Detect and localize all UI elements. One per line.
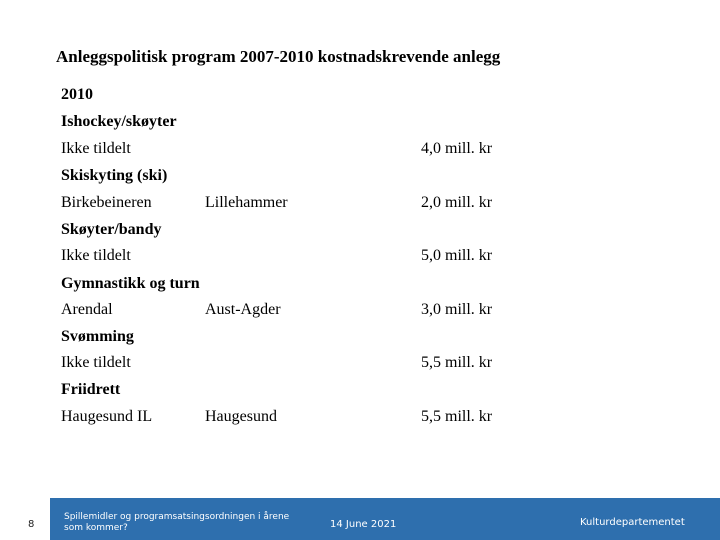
amount: 3,0 mill. kr [421, 301, 493, 318]
sport-heading: Skøyter/bandy [61, 221, 162, 238]
amount: 5,5 mill. kr [421, 354, 493, 371]
footer-caption: Spillemidler og programsatsingsordningen i årene som kommer? [64, 512, 290, 533]
footer-department: Kulturdepartementet [580, 517, 685, 528]
recipient: Arendal [61, 301, 113, 318]
footer-bar [0, 498, 720, 540]
sport-heading: Ishockey/skøyter [61, 113, 177, 130]
sport-heading: Friidrett [61, 381, 121, 398]
page-number: 8 [28, 519, 35, 530]
allocation-row [61, 247, 521, 267]
recipient: Birkebeineren [61, 194, 152, 211]
allocation-row [61, 140, 521, 160]
amount: 5,5 mill. kr [421, 408, 493, 425]
sport-heading: Svømming [61, 328, 134, 345]
allocation-row [61, 354, 521, 374]
allocation-row [61, 194, 521, 214]
amount: 2,0 mill. kr [421, 194, 493, 211]
slide-title: Anleggspolitisk program 2007-2010 kostnadskrevende anlegg [56, 47, 501, 66]
recipient: Ikke tildelt [61, 354, 131, 371]
amount: 5,0 mill. kr [421, 247, 493, 264]
allocation-row [61, 301, 521, 321]
amount: 4,0 mill. kr [421, 140, 493, 157]
place: Haugesund [205, 408, 277, 425]
place: Lillehammer [205, 194, 288, 211]
place: Aust-Agder [205, 301, 281, 318]
recipient: Ikke tildelt [61, 247, 131, 264]
recipient: Haugesund IL [61, 408, 153, 425]
sport-heading: Skiskyting (ski) [61, 167, 168, 184]
year-heading: 2010 [61, 86, 93, 103]
sport-heading: Gymnastikk og turn [61, 275, 200, 292]
footer-date: 14 June 2021 [330, 519, 397, 530]
allocation-row [61, 408, 521, 428]
recipient: Ikke tildelt [61, 140, 131, 157]
